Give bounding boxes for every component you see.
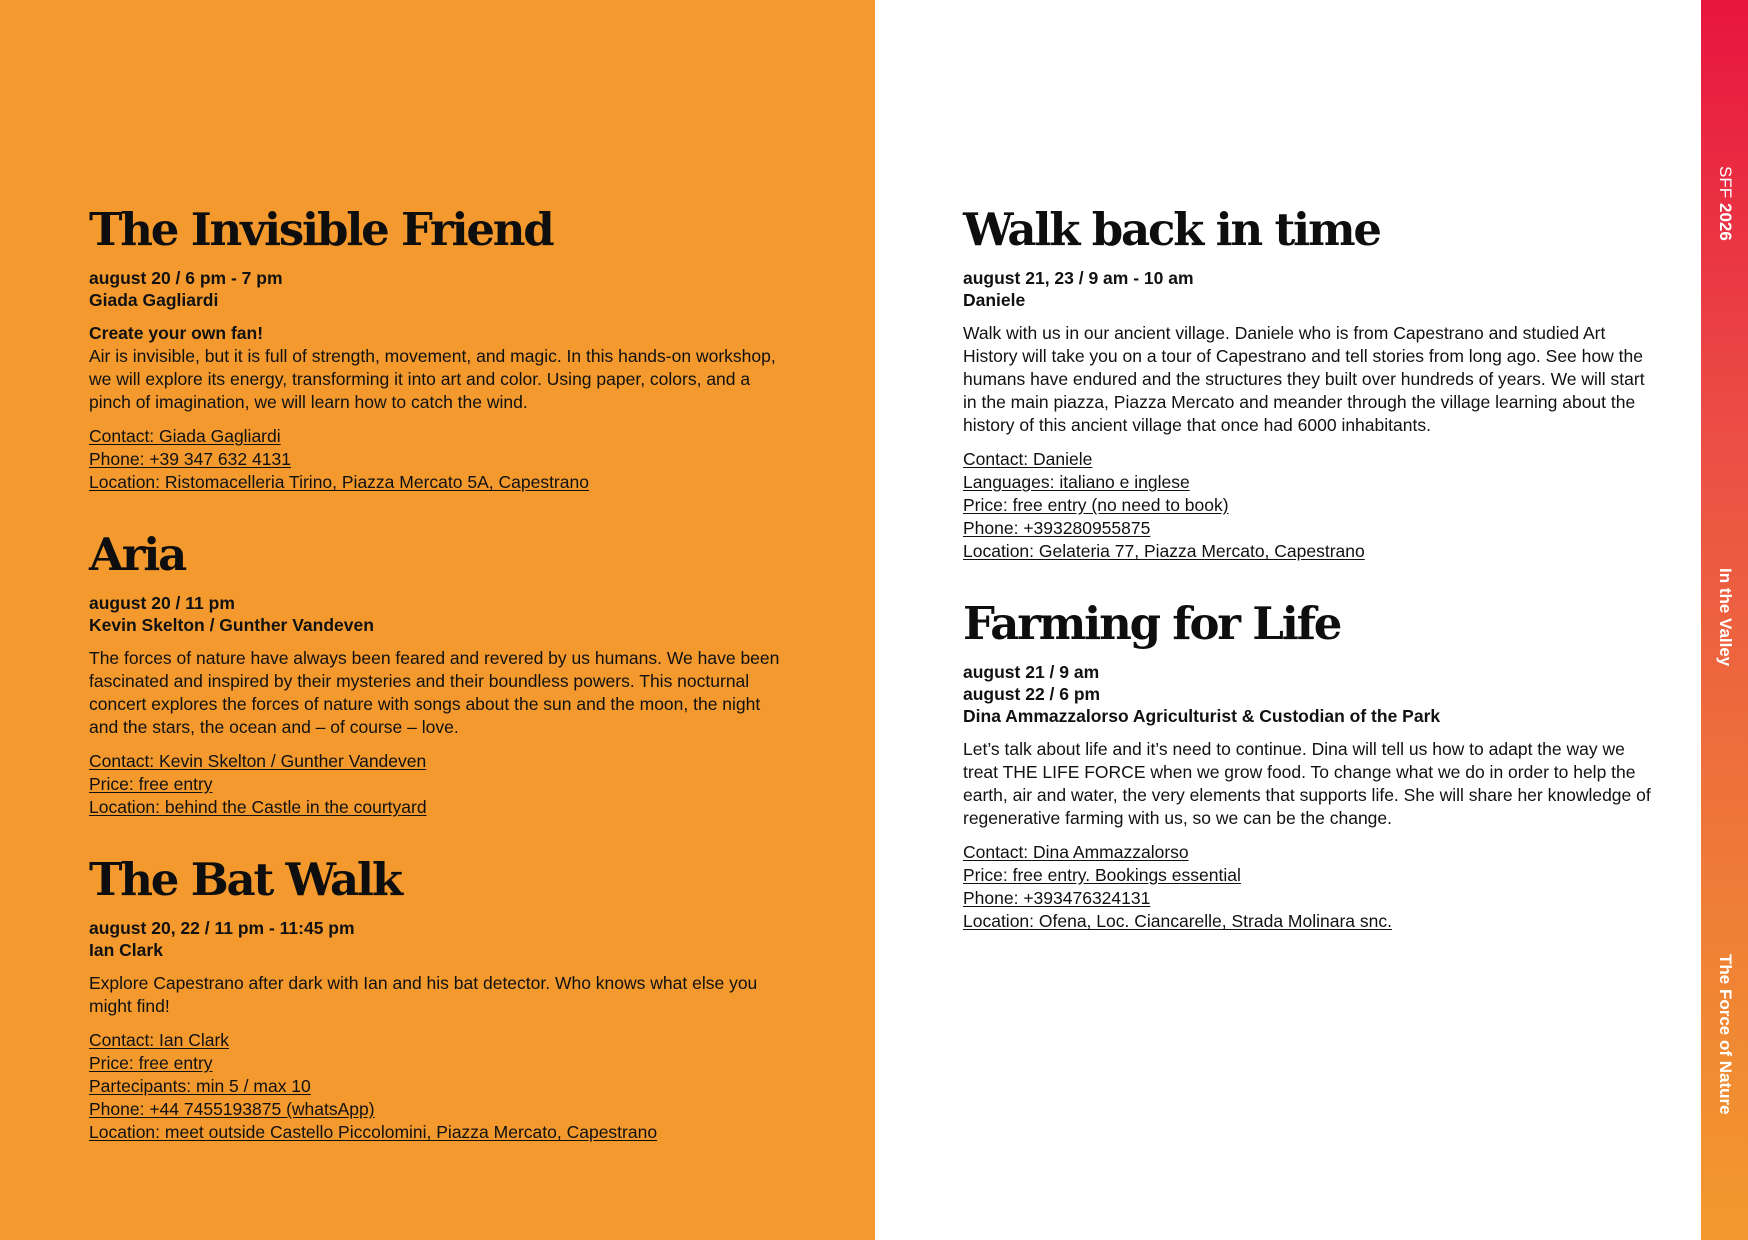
event-meta (89, 592, 789, 636)
event-bat-walk (89, 853, 789, 1144)
event-farming-for-life (963, 597, 1663, 933)
price-link[interactable]: Price: free entry. Bookings essential (963, 865, 1241, 885)
strip-label-sff (1707, 166, 1743, 241)
event-contacts (963, 841, 1663, 933)
event-meta (89, 917, 789, 961)
price-link[interactable]: Price: free entry (89, 1053, 213, 1073)
event-host: Daniele (963, 290, 1026, 310)
location-link[interactable]: Location: behind the Castle in the courtyard (89, 797, 427, 817)
event-meta (963, 267, 1663, 311)
event-walk-back-in-time (963, 203, 1663, 563)
event-title: Walk back in time (963, 203, 1380, 256)
event-invisible-friend (89, 203, 789, 494)
event-contacts (963, 448, 1663, 563)
event-host: Ian Clark (89, 940, 163, 960)
event-description (89, 647, 789, 739)
event-contacts (89, 750, 789, 819)
location-link[interactable]: Location: Ofena, Loc. Ciancarelle, Strada Molinara snc. (963, 911, 1392, 931)
event-date: august 20, 22 / 11 pm - 11:45 pm (89, 918, 355, 938)
event-meta (963, 661, 1663, 727)
participants-link[interactable]: Partecipants: min 5 / max 10 (89, 1076, 311, 1096)
languages-link[interactable]: Languages: italiano e inglese (963, 472, 1190, 492)
strip-label-sff-prefix: SFF (1716, 166, 1735, 199)
event-description (89, 322, 789, 414)
phone-link[interactable]: Phone: +39 347 632 4131 (89, 449, 291, 469)
event-title: The Bat Walk (89, 853, 401, 906)
event-lead: Create your own fan! (89, 323, 264, 343)
price-link[interactable]: Price: free entry (89, 774, 213, 794)
event-contacts (89, 1029, 789, 1144)
phone-link[interactable]: Phone: +393280955875 (963, 518, 1151, 538)
event-contacts (89, 425, 789, 494)
strip-label-force: The Force of Nature (1716, 954, 1735, 1115)
event-meta (89, 267, 789, 311)
event-body-text: Air is invisible, but it is full of strength, movement, and magic. In this hands-on workshop, we will explore its energy, transforming it into art and color. Using paper, colors, and a pinch of imagination, we will learn how to catch the wind. (89, 346, 776, 412)
event-host: Dina Ammazzalorso Agriculturist & Custodian of the Park (963, 706, 1441, 726)
event-title: Farming for Life (963, 597, 1341, 650)
event-date: august 21 / 9 am (963, 662, 1100, 682)
event-description (963, 322, 1663, 437)
event-host: Giada Gagliardi (89, 290, 219, 310)
event-date: august 20 / 11 pm (89, 593, 235, 613)
left-column (89, 203, 789, 1178)
event-host: Kevin Skelton / Gunther Vandeven (89, 615, 374, 635)
price-link[interactable]: Price: free entry (no need to book) (963, 495, 1229, 515)
location-link[interactable]: Location: Gelateria 77, Piazza Mercato, Capestrano (963, 541, 1365, 561)
location-link[interactable]: Location: meet outside Castello Piccolomini, Piazza Mercato, Capestrano (89, 1122, 658, 1142)
contact-link[interactable]: Contact: Ian Clark (89, 1030, 230, 1050)
right-column (963, 203, 1663, 967)
contact-link[interactable]: Contact: Kevin Skelton / Gunther Vandeven (89, 751, 427, 771)
strip-label-valley: In the Valley (1716, 568, 1735, 667)
event-body-text: Explore Capestrano after dark with Ian and his bat detector. Who knows what else you might find! (89, 973, 758, 1016)
event-title: Aria (89, 528, 186, 581)
event-date: august 21, 23 / 9 am - 10 am (963, 268, 1194, 288)
contact-link[interactable]: Contact: Dina Ammazzalorso (963, 842, 1189, 862)
event-description (89, 972, 789, 1018)
event-body-text: Walk with us in our ancient village. Daniele who is from Capestrano and studied Art History will take you on a tour of Capestrano and tell stories from long ago. See how the humans have endured and the structures they built over hundreds of years. We will start in the main piazza, Piazza Mercato and meander through the village learning about the history of this ancient village that once had 6000 inhabitants. (963, 323, 1645, 435)
contact-link[interactable]: Contact: Daniele (963, 449, 1093, 469)
event-body-text: Let’s talk about life and it’s need to continue. Dina will tell us how to adapt the way we treat THE LIFE FORCE when we grow food. To change what we do in order to help the earth, air and water, the very elements that supports life. She will share her knowledge of regenerative farming with us, so we can be the change. (963, 739, 1651, 828)
strip-label-sff-year: 2026 (1716, 202, 1735, 241)
event-description (963, 738, 1663, 830)
event-date-secondary: august 22 / 6 pm (963, 684, 1101, 704)
contact-link[interactable]: Contact: Giada Gagliardi (89, 426, 281, 446)
location-link[interactable]: Location: Ristomacelleria Tirino, Piazza Mercato 5A, Capestrano (89, 472, 589, 492)
event-body-text: The forces of nature have always been feared and revered by us humans. We have been fascinated and inspired by their mysteries and their boundless powers. This nocturnal concert explores the forces of nature with songs about the sun and the moon, the night and the stars, the ocean and – of course – love. (89, 648, 780, 737)
phone-link[interactable]: Phone: +44 7455193875 (whatsApp) (89, 1099, 375, 1119)
event-aria (89, 528, 789, 819)
phone-link[interactable]: Phone: +393476324131 (963, 888, 1151, 908)
event-title: The Invisible Friend (89, 203, 553, 256)
event-date: august 20 / 6 pm - 7 pm (89, 268, 283, 288)
